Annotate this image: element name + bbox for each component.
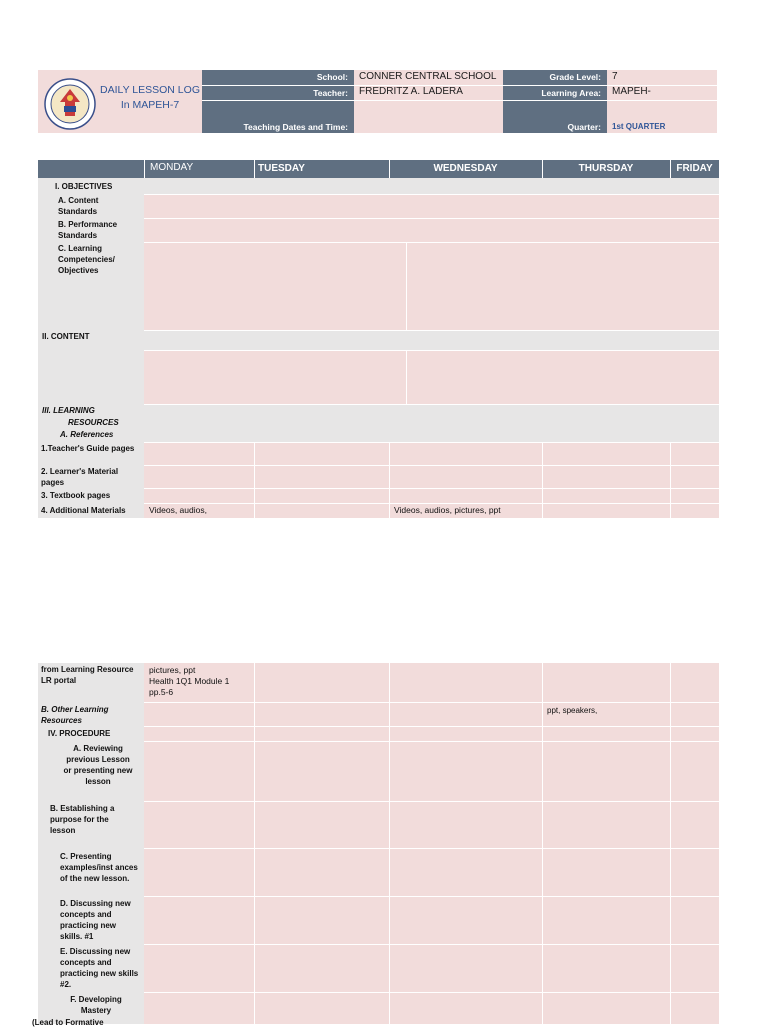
row-d [144, 897, 719, 944]
lm-row [144, 466, 719, 488]
label-e: E. Discussing new concepts and practicing new skills #2. [60, 947, 139, 989]
procedure-row [144, 727, 719, 741]
grade-value: 7 [612, 71, 618, 82]
resources-row [144, 405, 719, 442]
area-label: Learning Area: [541, 88, 601, 98]
competencies-row [144, 243, 719, 330]
label-perf-std: B. Performance Standards [58, 220, 118, 240]
deped-seal-icon [44, 78, 96, 130]
label-f: F. Developing Mastery [70, 995, 122, 1015]
am-wednesday: Videos, audios, pictures, ppt [394, 505, 501, 515]
content-row [144, 331, 719, 350]
other-thursday: ppt, speakers, [547, 706, 598, 715]
row-f [144, 993, 719, 1024]
label-b: B. Establishing a purpose for the lesson [50, 804, 115, 835]
quarter-value: 1st QUARTER [612, 122, 666, 131]
tg-row [144, 443, 719, 465]
title-line-1: DAILY LESSON LOG [100, 84, 200, 96]
school-label: School: [316, 72, 348, 82]
label-resources-3: A. References [60, 430, 114, 439]
teacher-label: Teacher: [313, 88, 348, 98]
teacher-value: FREDRITZ A. LADERA [359, 86, 463, 97]
label-resources-2: RESOURCES [68, 418, 119, 427]
label-objectives: I. OBJECTIVES [55, 182, 113, 191]
label-resources-1: III. LEARNING [42, 406, 95, 415]
label-tb: 3. Textbook pages [41, 491, 111, 500]
row-c [144, 849, 719, 896]
row-a [144, 742, 719, 801]
day-friday: FRIDAY [676, 163, 713, 174]
label-other: B. Other Learning Resources [41, 705, 109, 725]
content-detail-row [144, 351, 719, 404]
label-d: D. Discussing new concepts and practicing new skills. #1 [60, 899, 131, 941]
day-tuesday: TUESDAY [258, 163, 305, 174]
objectives-row [144, 178, 719, 194]
area-value: MAPEH- [612, 86, 651, 97]
label-competencies: C. Learning Competencies/ Objectives [58, 244, 115, 275]
label-lm: 2. Learner's Material pages [41, 467, 119, 487]
label-content-std: A. Content Standards [58, 196, 99, 216]
am-monday: Videos, audios, [149, 505, 207, 515]
grade-label: Grade Level: [549, 72, 601, 82]
label-a: A. Reviewing previous Lesson or presenting new lesson [63, 744, 133, 786]
label-tg: 1.Teacher's Guide pages [41, 444, 135, 453]
tb-row [144, 489, 719, 503]
day-monday: MONDAY [150, 162, 194, 173]
day-thursday: THURSDAY [578, 163, 634, 174]
row-b [144, 802, 719, 848]
other-resources-row [144, 703, 719, 726]
perf-std-row [144, 219, 719, 242]
title-line-2: In MAPEH-7 [120, 99, 180, 111]
dates-label: Teaching Dates and Time: [243, 122, 348, 132]
row-e [144, 945, 719, 992]
content-std-row [144, 195, 719, 218]
quarter-label: Quarter: [567, 122, 601, 132]
label-c: C. Presenting examples/inst ances of the new lesson. [60, 852, 138, 883]
label-procedure: IV. PROCEDURE [48, 729, 111, 738]
day-wednesday: WEDNESDAY [433, 163, 498, 174]
label-lr-portal: from Learning Resource LR portal [41, 665, 134, 685]
label-content: II. CONTENT [42, 332, 90, 341]
lr-monday: pictures, ppt Health 1Q1 Module 1 pp.5-6 [149, 665, 230, 697]
label-f2: (Lead to Formative [32, 1018, 104, 1027]
label-am: 4. Additional Materials [41, 506, 126, 515]
school-value: CONNER CENTRAL SCHOOL [359, 71, 497, 82]
